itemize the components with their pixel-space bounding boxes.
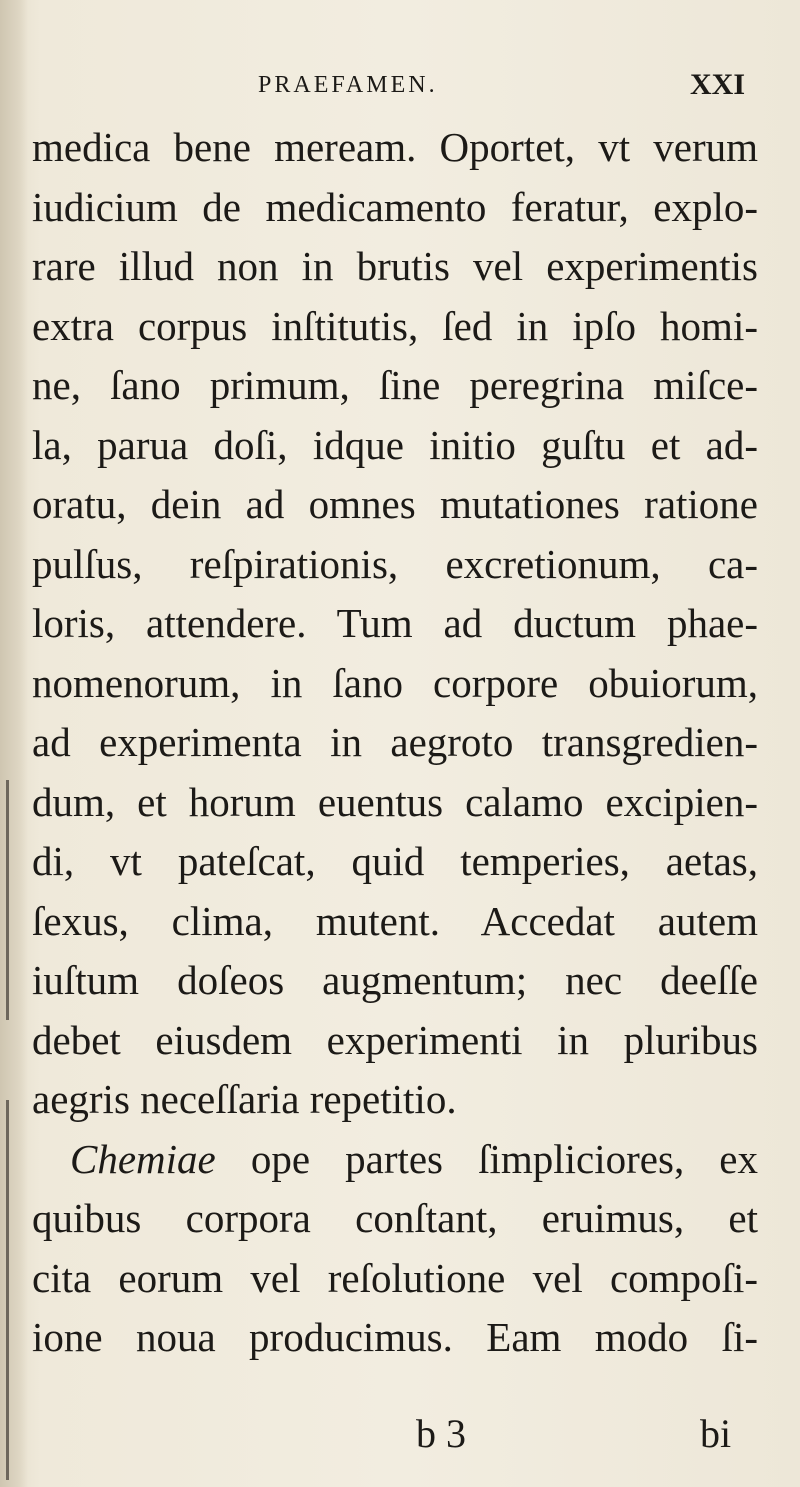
text-line: debet eiusdem experimenti in pluribus <box>32 1016 758 1063</box>
text-block <box>32 118 758 1368</box>
text-line: ſexus, clima, mutent. Accedat autem <box>32 897 758 944</box>
page-header <box>0 62 800 112</box>
text-line: cita eorum vel reſolutione vel compoſi- <box>32 1254 758 1301</box>
page-footer <box>0 1410 800 1460</box>
text-line: loris, attendere. Tum ad ductum phae- <box>32 600 758 646</box>
paragraph-first-line <box>32 1130 758 1190</box>
text-line: quibus corpora conſtant, eruimus, et <box>32 1195 758 1241</box>
text-line: extra corpus inſtitutis, ſed in ipſo homi- <box>32 302 758 349</box>
text-line: nomenorum, in ſano corpore obuiorum, <box>32 659 758 706</box>
line-remainder: ope partes ſimpliciores, ex <box>215 1135 758 1182</box>
text-line: iuſtum doſeos augmentum; nec deeſſe <box>32 957 758 1003</box>
text-line: aegris neceſſaria repetitio. <box>32 1076 457 1122</box>
catchword: bi <box>700 1411 732 1456</box>
gutter-shadow <box>6 780 9 1020</box>
text-line: ne, ſano primum, ſine peregrina miſce- <box>32 362 758 408</box>
text-line: la, parua doſi, idque initio guſtu et ad- <box>32 421 758 468</box>
page-number: XXI <box>690 68 746 101</box>
text-line: iudicium de medicamento feratur, explo- <box>32 183 758 230</box>
text-line: rare illud non in brutis vel experimentis <box>32 243 758 289</box>
text-line: ad experimenta in aegroto transgredien- <box>32 719 758 765</box>
text-line: medica bene meream. Oportet, vt verum <box>32 124 758 170</box>
text-line: di, vt pateſcat, quid temperies, aetas, <box>32 838 758 884</box>
emphasized-word: Chemiae <box>70 1135 216 1182</box>
page-gutter <box>0 0 28 1487</box>
text-line: ione noua producimus. Eam modo ſi- <box>32 1314 758 1360</box>
text-line: oratu, dein ad omnes mutationes ratione <box>32 481 758 527</box>
text-line: pulſus, reſpirationis, excretionum, ca- <box>32 540 758 587</box>
signature-mark: b 3 <box>416 1411 466 1456</box>
text-line: dum, et horum euentus calamo excipien- <box>32 778 758 825</box>
running-head: PRAEFAMEN. <box>258 72 438 98</box>
